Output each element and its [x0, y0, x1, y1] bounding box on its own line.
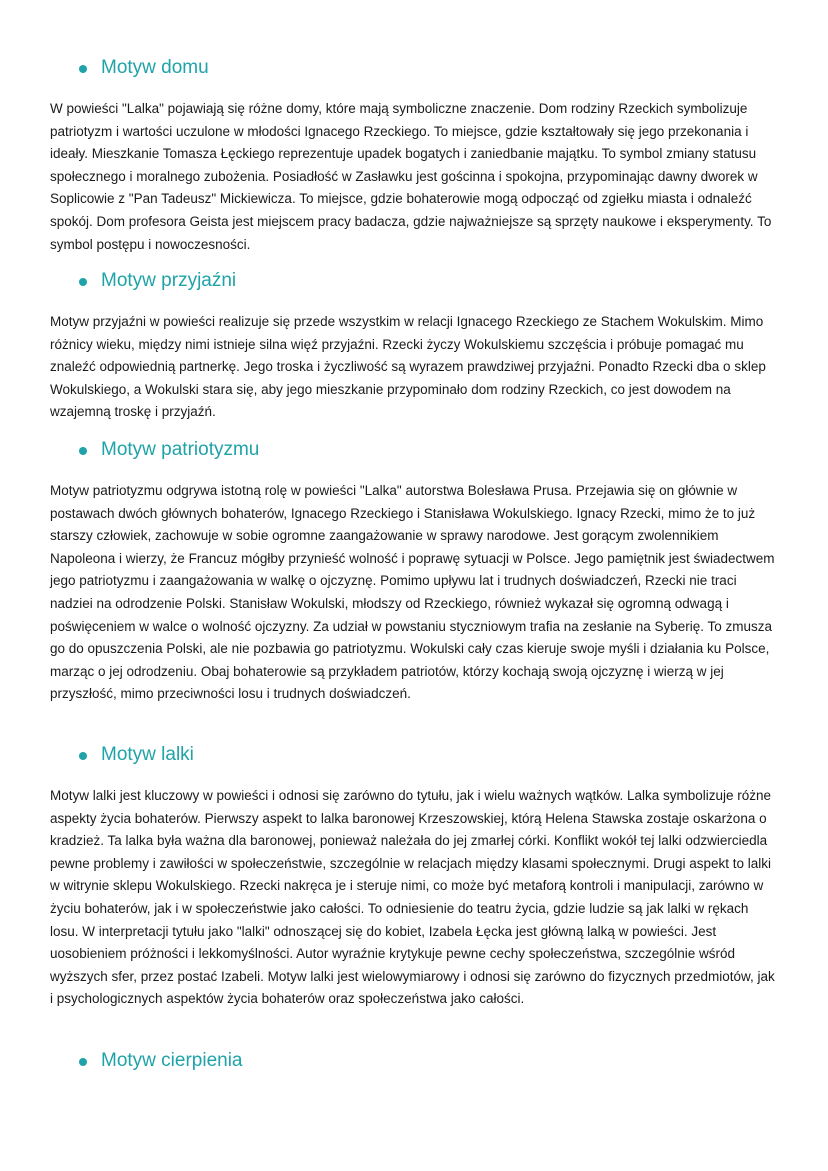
section-heading-text: Motyw przyjaźni: [101, 270, 237, 291]
section-motyw-domu: [50, 56, 778, 256]
bullet-dot-icon: [79, 447, 87, 455]
section-motyw-patriotyzmu: [50, 438, 778, 706]
bullet-dot-icon: [79, 278, 87, 286]
bullet-dot-icon: [79, 65, 87, 73]
section-heading-text: Motyw cierpienia: [101, 1050, 243, 1071]
section-heading-text: Motyw domu: [101, 57, 209, 78]
section-paragraph: Motyw przyjaźni w powieści realizuje się przede wszystkim w relacji Ignacego Rzeckiego ze Stachem Wokulskim. Mimo różnicy wieku, między nimi istnieje silna więź przyjaźni. Rzecki życzy Wokulskiemu szczęścia i próbuje pomagać mu znaleźć odpowiednią partnerkę. Jego troska i życzliwość są wyrazem prawdziwej przyjaźni. Ponadto Rzecki dba o sklep Wokulskiego, a Wokulski stara się, aby jego mieszkanie przypominało dom rodziny Rzeckich, co jest dowodem na wzajemną troskę i przyjaźń.: [50, 314, 766, 420]
section-paragraph: Motyw lalki jest kluczowy w powieści i odnosi się zarówno do tytułu, jak i wielu ważnych wątków. Lalka symbolizuje różne aspekty życia bohaterów. Pierwszy aspekt to lalka baronowej Krzeszowskiej, którą Helena Stawska zostaje oskarżona o kradzież. Ta lalka była ważna dla baronowej, ponieważ należała do jej zmarłej córki. Konflikt wokół tej lalki odzwierciedla pewne problemy i zawiłości w społeczeństwie, szczególnie w relacjach między klasami społecznymi. Drugi aspekt to lalki w witrynie sklepu Wokulskiego. Rzecki nakręca je i steruje nimi, co może być metaforą kontroli i manipulacji, zarówno w życiu bohaterów, jak i w społeczeństwie jako całości. To odniesienie do teatru życia, gdzie ludzie są jak lalki w rękach losu. W interpretacji tytułu jako "lalki" odnoszącej się do kobiet, Izabela Łęcka jest główną lalką w powieści. Jest uosobieniem próżności i lekkomyślności. Autor wyraźnie krytykuje pewne cechy społeczeństwa, szczególnie wśród wyższych sfer, przez postać Izabeli. Motyw lalki jest wielowymiarowy i odnosi się zarówno do fizycznych przedmiotów, jak i psychologicznych aspektów życia bohaterów oraz społeczeństwa jako całości.: [50, 788, 775, 1007]
section-heading: [50, 1049, 778, 1073]
section-motyw-cierpienia: [50, 1049, 778, 1091]
bullet-dot-icon: [79, 752, 87, 760]
section-heading-text: Motyw lalki: [101, 744, 194, 765]
section-heading: [50, 56, 778, 80]
section-heading: [50, 269, 778, 293]
section-paragraph: Motyw patriotyzmu odgrywa istotną rolę w powieści "Lalka" autorstwa Bolesława Prusa. Przejawia się on głównie w postawach dwóch głównych bohaterów, Ignacego Rzeckiego i Stanisława Wokulskiego. Ignacy Rzecki, mimo że to już starszy człowiek, zachowuje w sobie ogromne zaangażowanie w sprawy narodowe. Jest gorącym zwolennikiem Napoleona i wierzy, że Francuz mógłby przynieść wolność i poprawę sytuacji w Polsce. Jego pamiętnik jest świadectwem jego patriotyzmu i zaangażowania w walkę o ojczyznę. Pomimo upływu lat i trudnych doświadczeń, Rzecki nie traci nadziei na odrodzenie Polski. Stanisław Wokulski, młodszy od Rzeckiego, również wykazał się ogromną odwagą i poświęceniem w walce o wolność ojczyzny. Za udział w powstaniu styczniowym trafia na zesłanie na Syberię. To zmusza go do opuszczenia Polski, ale nie pozbawia go patriotyzmu. Wokulski cały czas kieruje swoje myśli i działania ku Polsce, marząc o jej odrodzeniu. Obaj bohaterowie są przykładem patriotów, którzy kochają swoją ojczyznę i wierzą w jej przyszłość, mimo przeciwności losu i trudnych doświadczeń.: [50, 483, 775, 702]
section-motyw-lalki: [50, 743, 778, 1011]
section-heading: [50, 438, 778, 462]
section-motyw-przyjazni: [50, 269, 778, 424]
section-paragraph: W powieści "Lalka" pojawiają się różne domy, które mają symboliczne znaczenie. Dom rodziny Rzeckich symbolizuje patriotyzm i wartości uczulone w młodości Ignacego Rzeckiego. To miejsce, gdzie kształtowały się jego przekonania i ideały. Mieszkanie Tomasza Łęckiego reprezentuje upadek bogatych i zaniedbanie majątku. To symbol zmiany statusu społecznego i moralnego zubożenia. Posiadłość w Zasławku jest gościnna i spokojna, przypominając dawny dworek w Soplicowie z "Pan Tadeusz" Mickiewicza. To miejsce, gdzie bohaterowie mogą odpocząć od zgiełku miasta i odnaleźć spokój. Dom profesora Geista jest miejscem pracy badacza, gdzie najważniejsze są sprzęty naukowe i eksperymenty. To symbol postępu i nowoczesności.: [50, 101, 772, 252]
section-heading-text: Motyw patriotyzmu: [101, 439, 260, 460]
bullet-dot-icon: [79, 1058, 87, 1066]
section-heading: [50, 743, 778, 767]
